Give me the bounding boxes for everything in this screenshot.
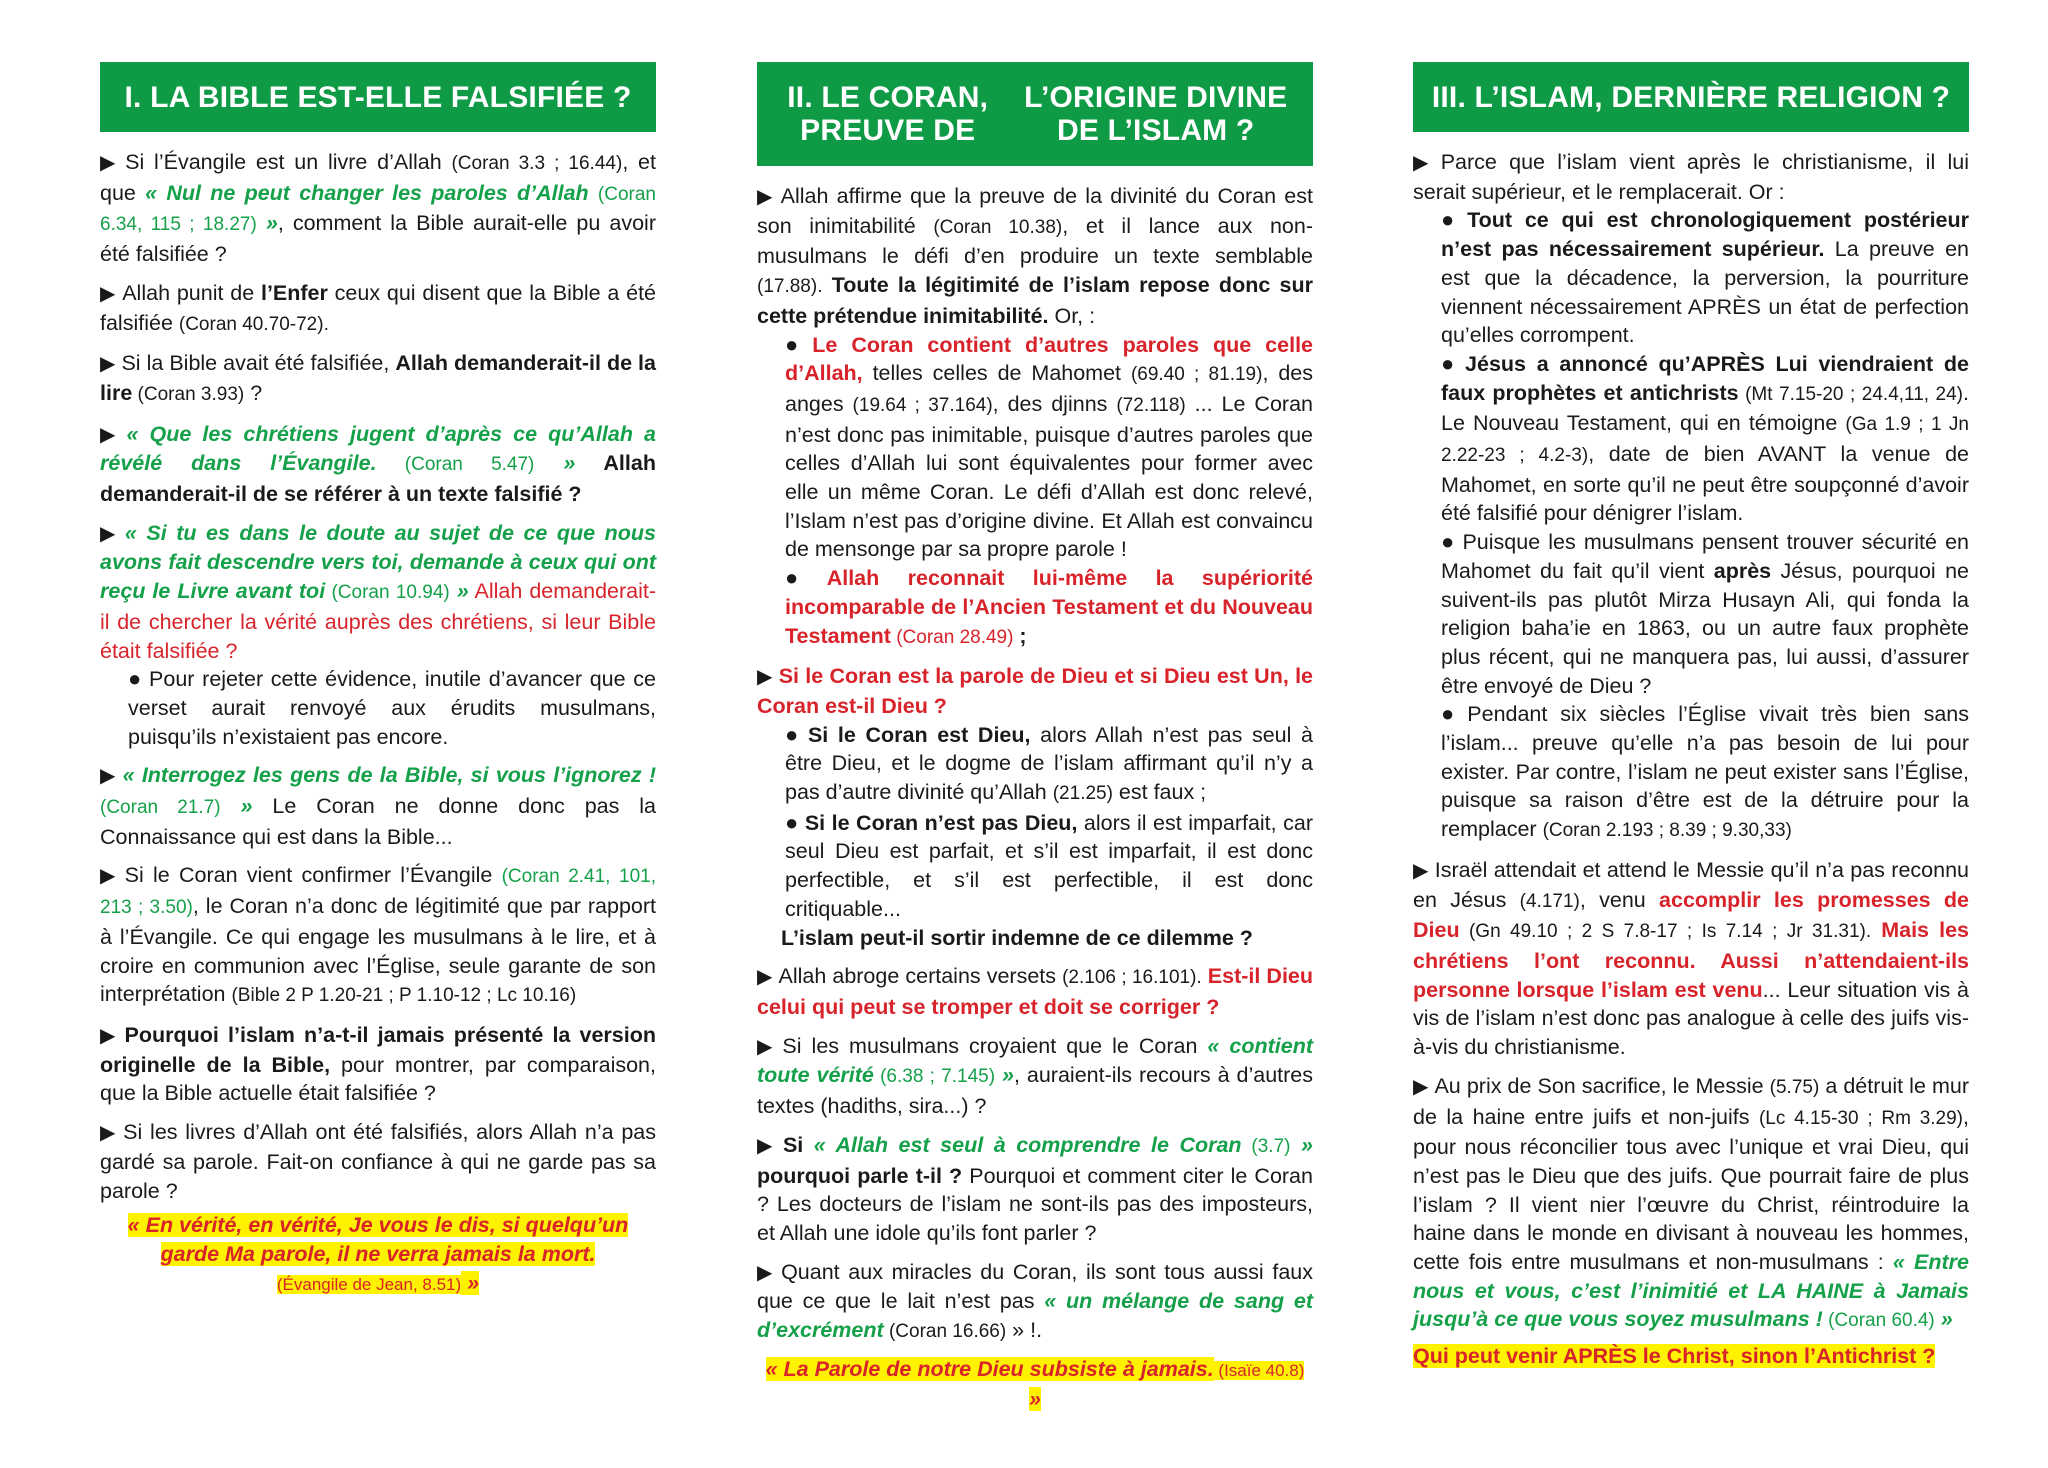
bullet-icon: ● [785,809,799,835]
paragraph: ▶ Si « Allah est seul à comprendre le Coran (3.7) » pourquoi parle t-il ? Pourquoi et comment citer le Coran ? Les docteurs de l’islam ne sont-ils pas des imposteurs, et Allah une idole qu’ils font parler ? [757,1132,1313,1245]
triangle-icon: ▶ [1413,859,1429,882]
column-2 [757,62,1313,1414]
triangle-icon: ▶ [1413,152,1435,174]
triangle-icon: ▶ [100,765,117,788]
bullet-item: ● Jésus a annoncé qu’APRÈS Lui viendraient de faux prophètes et antichrists (Mt 7.15-20 ; 24.4,11, 24). Le Nouveau Testament, qui en témoigne (Ga 1.9 ; 1 Jn 2.22-23 ; 4.2-3), date de bien AVANT la venue de Mahomet, en sorte qu’il ne peut être soupçonné d’avoir été falsifié pour dénigrer l’islam. [1441,350,1969,526]
triangle-icon: ▶ [100,865,119,888]
dilemma-question: L’islam peut-il sortir indemne de ce dilemme ? [781,925,1253,950]
column-1-body [100,148,656,1299]
section-title-2: II. LE CORAN, PREUVE DE L’ORIGINE DIVINE DE L’ISLAM ? [757,62,1313,166]
paragraph: ▶ Au prix de Son sacrifice, le Messie (5.75) a détruit le mur de la haine entre juifs et non-juifs (Lc 4.15-30 ; Rm 3.29), pour nous réconcilier tous avec l’unique et vrai Dieu, qui n’est pas le Dieu que des juifs. Que pourrait faire de plus l’islam ? Il vient nier l’œuvre du Christ, réintroduire la haine dans le monde en divisant à nouveau les hommes, cette fois entre musulmans et non-musulmans : « Entre nous et vous, c’est l’inimitié et LA HAINE à Jamais jusqu’à ce que vous soyez musulmans ! (Coran 60.4) » [1413,1073,1969,1332]
gospel-quote: « En vérité, en vérité, Je vous le dis, si quelqu’un garde Ma parole, il ne verra jamais la mort. (Évangile de Jean, 8.51) » [127,1213,629,1296]
triangle-icon: ▶ [757,666,773,689]
paragraph: ▶ Pourquoi l’islam n’a-t-il jamais présenté la version originelle de la Bible, pour montrer, par comparaison, que la Bible actuelle était falsifiée ? [100,1022,656,1106]
triangle-icon: ▶ [100,152,120,174]
paragraph: ▶ Si les musulmans croyaient que le Coran « contient toute vérité (6.38 ; 7.145) », auraient-ils recours à d’autres textes (hadiths, sira...) ? [757,1033,1313,1119]
triangle-icon: ▶ [100,423,121,446]
bullet-item: ● Le Coran contient d’autres paroles que celle d’Allah, telles celles de Mahomet (69.40 ; 81.19), des anges (19.64 ; 37.164), des djinns (72.118) ... Le Coran n’est donc pas inimitable, puisque d’autres paroles que celles d’Allah lui sont équivalentes pour former avec elle un même Coran. Le défi d’Allah est donc relevé, l’Islam n’est pas d’origine divine. Et Allah est convaincu de mensonge par sa propre parole ! [785,331,1313,562]
bullet-icon: ● [785,565,821,591]
bullet-icon: ● [1441,701,1462,727]
triangle-icon: ▶ [757,966,773,989]
bullet-item: ● Si le Coran est Dieu, alors Allah n’est pas seul à être Dieu, et le dogme de l’islam affirmant qu’il n’y a pas d’autre divinité qu’Allah (21.25) est faux ; [785,721,1313,805]
paragraph: ▶ Israël attendait et attend le Messie qu’il n’a pas reconnu en Jésus (4.171), venu accomplir les promesses de Dieu (Gn 49.10 ; 2 S 7.8-17 ; Is 7.14 ; Jr 31.31). Mais les chrétiens l’ont reconnu. Aussi n’attendaient-ils personne lorsque l’islam est venu... Leur situation vis à vis de l’islam n’est donc pas analogue à celle des juifs vis-à-vis du christianisme. [1413,857,1969,1060]
section-title-1: I. LA BIBLE EST-ELLE FALSIFIÉE ? [100,62,656,132]
antichrist-question: Qui peut venir APRÈS le Christ, sinon l’Antichrist ? [1413,1344,1936,1369]
section-title-3: III. L’ISLAM, DERNIÈRE RELIGION ? [1413,62,1969,132]
paragraph: ▶ « Interrogez les gens de la Bible, si vous l’ignorez ! (Coran 21.7) » Le Coran ne donne donc pas la Connaissance qui est dans la Bible... [100,763,656,849]
paragraph: ▶ Allah abroge certains versets (2.106 ; 16.101). Est-il Dieu celui qui peut se tromper et doit se corriger ? [757,964,1314,1019]
paragraph: ▶ « Si tu es dans le doute au sujet de ce que nous avons fait descendre vers toi, demande à ceux qui ont reçu le Livre avant toi (Coran 10.94) » Allah demanderait-il de chercher la vérité auprès des chrétiens, si leur Bible était falsifiée ? [100,520,657,663]
bullet-icon: ● [785,331,807,357]
triangle-icon: ▶ [757,186,775,208]
bullet-icon: ● [785,721,802,747]
column-3-body [1413,148,1969,1371]
bullet-item: ● Si le Coran n’est pas Dieu, alors il est imparfait, car seul Dieu est parfait, et s’il est imparfait, il est donc perfectible, et s’il est perfectible, il est donc critiquable... [785,809,1313,921]
paragraph: ▶ Allah punit de l’Enfer ceux qui disent que la Bible a été falsifiée (Coran 40.70-72). [100,280,657,335]
paragraph: ▶ Allah affirme que la preuve de la divinité du Coran est son inimitabilité (Coran 10.38), et il lance aux non-musulmans le défi d’en produire un texte semblable (17.88). Toute la légitimité de l’islam repose donc sur cette prétendue inimitabilité. Or, : [757,184,1313,328]
triangle-icon: ▶ [757,1134,777,1157]
triangle-icon: ▶ [757,1035,777,1058]
paragraph: ▶ Si le Coran est la parole de Dieu et si Dieu est Un, le Coran est-il Dieu ? [757,664,1314,718]
paragraph: ▶ Si la Bible avait été falsifiée, Allah demanderait-il de la lire (Coran 3.93) ? [100,351,656,405]
triangle-icon: ▶ [100,353,116,376]
paragraph: ▶ Quant aux miracles du Coran, ils sont tous aussi faux que ce que le lait n’est pas « un mélange de sang et d’excrément (Coran 16.66) » !. [757,1259,1313,1343]
paragraph: ▶ Si les livres d’Allah ont été falsifiés, alors Allah n’a pas gardé sa parole. Fait-on confiance à qui ne garde pas sa parole ? [100,1120,656,1203]
column-2-body [757,182,1313,1414]
triangle-icon: ▶ [1413,1075,1429,1098]
triangle-icon: ▶ [100,282,117,305]
triangle-icon: ▶ [100,1122,118,1145]
bullet-item: ● Tout ce qui est chronologiquement postérieur n’est pas nécessairement supérieur. La preuve en est que la décadence, la perversion, la pourriture viennent nécessairement APRÈS un état de perfection qu’elles corrompent. [1441,207,1970,348]
bullet-icon: ● [1441,207,1462,233]
column-1 [100,62,656,1299]
bullet-item: ● Puisque les musulmans pensent trouver sécurité en Mahomet du fait qu’il vient après Jésus, pourquoi ne suivent-ils pas plutôt Mirza Husayn Ali, qui fonda la religion baha’ie en 1863, ou un autre faux prophète plus récent, qui ne manquera pas, lui aussi, d’assurer être envoyé de Dieu ? [1441,529,1970,698]
isaiah-quote: « La Parole de notre Dieu subsiste à jamais. (Isaïe 40.8) » [765,1356,1305,1412]
bullet-item: ● Pendant six siècles l’Église vivait très bien sans l’islam... preuve qu’elle n’a pas besoin de lui pour exister. Par contre, l’islam ne peut exister sans l’Église, puisque sa raison d’être est de la détruire pour la remplacer (Coran 2.193 ; 8.39 ; 9.30,33) [1441,701,1969,842]
paragraph: ▶ Si l’Évangile est un livre d’Allah (Coran 3.3 ; 16.44), et que « Nul ne peut changer les paroles d’Allah (Coran 6.34, 115 ; 18.27) », comment la Bible aurait-elle pu avoir été falsifiée ? [100,150,656,267]
bullet-icon: ● [1441,350,1460,376]
paragraph: ▶ Parce que l’islam vient après le christianisme, il lui serait supérieur, et le remplacerait. Or : [1413,150,1970,204]
bullet-icon: ● [1441,529,1457,555]
column-3 [1413,62,1969,1371]
triangle-icon: ▶ [100,1024,119,1047]
bullet-item: ● Pour rejeter cette évidence, inutile d’avancer que ce verset aurait renvoyé aux érudits musulmans, puisqu’ils n’existaient pas encore. [128,666,656,749]
bullet-icon: ● [128,666,144,692]
paragraph: ▶ Si le Coran vient confirmer l’Évangile (Coran 2.41, 101, 213 ; 3.50), le Coran n’a donc de légitimité que par rapport à l’Évangile. Ce qui engage les musulmans à le lire, et à croire en communion avec l’Église, seule garante de son interprétation (Bible 2 P 1.20-21 ; P 1.10-12 ; Lc 10.16) [100,863,656,1007]
bullet-item: ● Allah reconnait lui-même la supériorité incomparable de l’Ancien Testament et du Nouveau Testament (Coran 28.49) ; [785,565,1313,648]
triangle-icon: ▶ [100,522,119,545]
triangle-icon: ▶ [757,1261,776,1284]
paragraph: ▶ « Que les chrétiens jugent d’après ce qu’Allah a révélé dans l’Évangile. (Coran 5.47) » Allah demanderait-il de se référer à un texte falsifié ? [100,421,656,507]
